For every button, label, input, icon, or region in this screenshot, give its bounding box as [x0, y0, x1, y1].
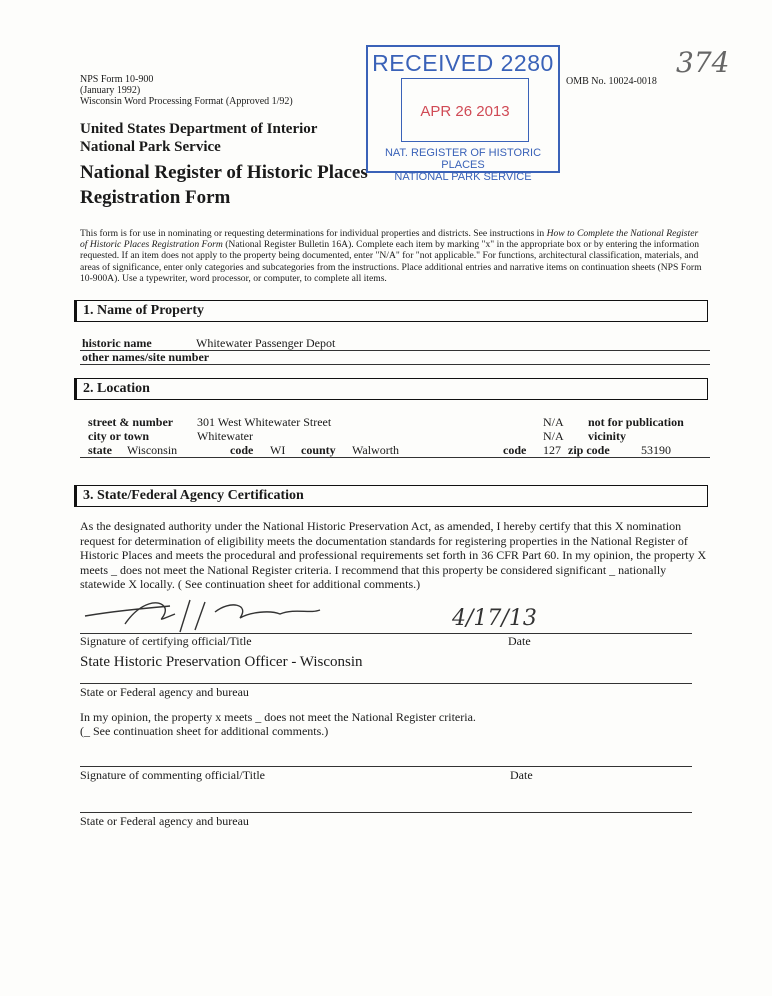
historic-name-label: historic name — [82, 336, 152, 350]
form-date: (January 1992) — [80, 85, 141, 96]
form-format: Wisconsin Word Processing Format (Approved 1/92) — [80, 96, 293, 107]
handwritten-number: 374 — [676, 46, 730, 79]
form-number: NPS Form 10-900 — [80, 74, 154, 85]
city: Whitewater — [197, 429, 253, 443]
received-stamp — [366, 45, 560, 183]
state: Wisconsin — [127, 443, 178, 457]
instructions: This form is for use in nominating or requesting determinations for individual properties and districts. See instructions in How to Complete the National Register of Historic Places Registration Form (National Register Bulletin 16A). Complete each item by marking "x" in the appropriate box or by entering the information requested. If an item does not apply to the property being documented, enter "N/A" for "not applicable." For functions, architectural classification, materials, and areas of significance, enter only categories and subcategories from the instructions. Place additional entries and narrative items on continuation sheets (NPS Form 10-900A). Use a typewriter, word processor, or computer, to complete all items. — [80, 228, 702, 284]
state-code-label: code — [230, 443, 254, 457]
service: National Park Service — [80, 139, 221, 155]
opinion-line1: In my opinion, the property x meets _ does not meet the National Register criteria. — [80, 710, 476, 724]
commenting-signature-label: Signature of commenting official/Title — [80, 768, 265, 782]
county-code-label: code — [503, 443, 527, 457]
omb-number: OMB No. 10024-0018 — [566, 76, 657, 87]
opinion-line2: (_ See continuation sheet for additional comments.) — [80, 724, 329, 738]
street-na: N/A — [543, 415, 564, 429]
certification-text: As the designated authority under the National Historic Preservation Act, as amended, I hereby certify that this X nomination request for determination of eligibility meets the documentation standards for registering properties in the National Register of Historic Places and meets the procedural and professional requirements set forth in 36 CFR Part 60. In my opinion, the property X meets _ does not meet the National Register criteria. I recommend that this property be considered significant _ nationally statewide X locally. ( See continuation sheet for additional comments.) — [80, 519, 707, 592]
stamp-date: APR 26 2013 — [420, 103, 510, 120]
county: Walworth — [352, 443, 400, 457]
stamp-line1: NAT. REGISTER OF HISTORIC PLACES — [384, 147, 542, 171]
signature — [80, 594, 340, 636]
agency-label-2: State or Federal agency and bureau — [80, 814, 249, 828]
state-label: state — [88, 443, 112, 457]
zip: 53190 — [641, 443, 671, 457]
county-label: county — [301, 443, 336, 457]
vicinity: vicinity — [588, 429, 626, 443]
stamp-line2: NATIONAL PARK SERVICE — [394, 171, 532, 183]
commenting-date-label: Date — [510, 768, 533, 782]
stamp-received: RECEIVED 2280 — [372, 50, 554, 76]
street-label: street & number — [88, 415, 174, 429]
date-label: Date — [508, 634, 531, 648]
signature-label: Signature of certifying official/Title — [80, 634, 252, 648]
agency-label: State or Federal agency and bureau — [80, 685, 249, 699]
city-label: city or town — [88, 429, 150, 443]
section-3-header: 3. State/Federal Agency Certification — [74, 485, 708, 507]
form-subtitle: Registration Form — [80, 187, 231, 208]
section-1-header: 1. Name of Property — [74, 300, 708, 322]
not-for-publication: not for publication — [588, 415, 684, 429]
section-2-header: 2. Location — [74, 378, 708, 400]
form-title: National Register of Historic Places — [80, 162, 368, 183]
historic-name: Whitewater Passenger Depot — [196, 336, 336, 350]
official-title: State Historic Preservation Officer - Wisconsin — [80, 654, 363, 670]
other-names-label: other names/site number — [82, 350, 210, 364]
county-code: 127 — [543, 443, 561, 457]
city-na: N/A — [543, 429, 564, 443]
signature-date: 4/17/13 — [452, 606, 537, 631]
department: United States Department of Interior — [80, 121, 318, 137]
zip-label: zip code — [568, 443, 610, 457]
street: 301 West Whitewater Street — [197, 415, 332, 429]
state-code: WI — [270, 443, 286, 457]
